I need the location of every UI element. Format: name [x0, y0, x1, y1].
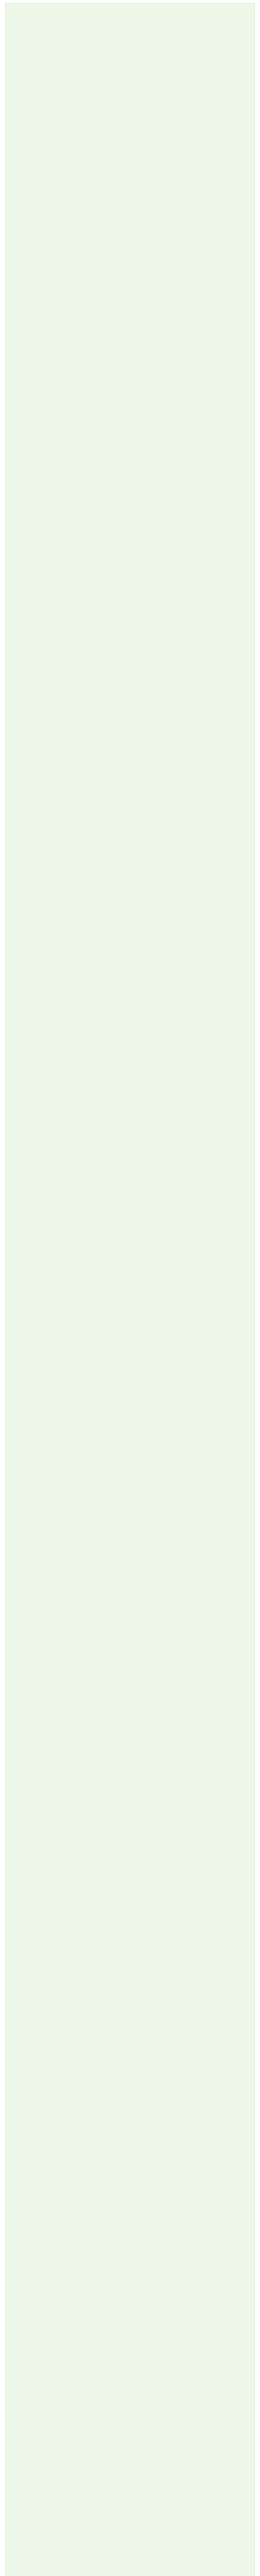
article-body — [5, 3, 255, 2576]
